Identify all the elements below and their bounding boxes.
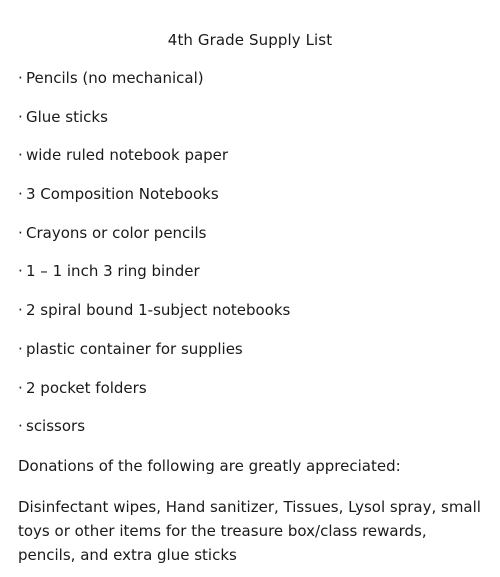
donations-paragraph: Disinfectant wipes, Hand sanitizer, Tissues, Lysol spray, small toys or other items for the treasure box/class rewards, pencils, and extra glue sticks [18,498,481,564]
list-item-label: Crayons or color pencils [26,223,207,242]
donations-heading: Donations of the following are greatly appreciated: [18,457,401,475]
bullet-icon: · [18,69,23,87]
bullet-icon: · [18,146,23,165]
bullet-icon: · [18,378,23,397]
list-item-label: Glue sticks [26,107,108,126]
supply-list [18,68,488,455]
list-item [18,339,488,378]
list-item [18,223,488,262]
list-item [18,300,488,339]
list-item [18,145,488,184]
bullet-icon: · [18,185,23,204]
bullet-icon: · [18,262,23,281]
bullet-icon: · [18,223,23,242]
list-item [18,261,488,300]
page-title: 4th Grade Supply List [167,31,333,49]
list-item-label: scissors [26,417,86,436]
list-item-label: Pencils (no mechanical) [26,69,204,87]
list-item-label: 1 – 1 inch 3 ring binder [26,262,200,281]
bullet-icon: · [18,339,23,358]
list-item-label: 3 Composition Notebooks [26,185,219,204]
list-item-label: 2 pocket folders [26,378,147,397]
bullet-icon: · [18,417,23,436]
list-item [18,184,488,223]
list-item [18,68,488,107]
list-item-label: wide ruled notebook paper [26,146,229,165]
list-item [18,416,488,455]
bullet-icon: · [18,301,23,320]
list-item-label: 2 spiral bound 1-subject notebooks [26,301,291,320]
list-item [18,378,488,417]
list-item [18,107,488,146]
bullet-icon: · [18,107,23,126]
list-item-label: plastic container for supplies [26,339,243,358]
